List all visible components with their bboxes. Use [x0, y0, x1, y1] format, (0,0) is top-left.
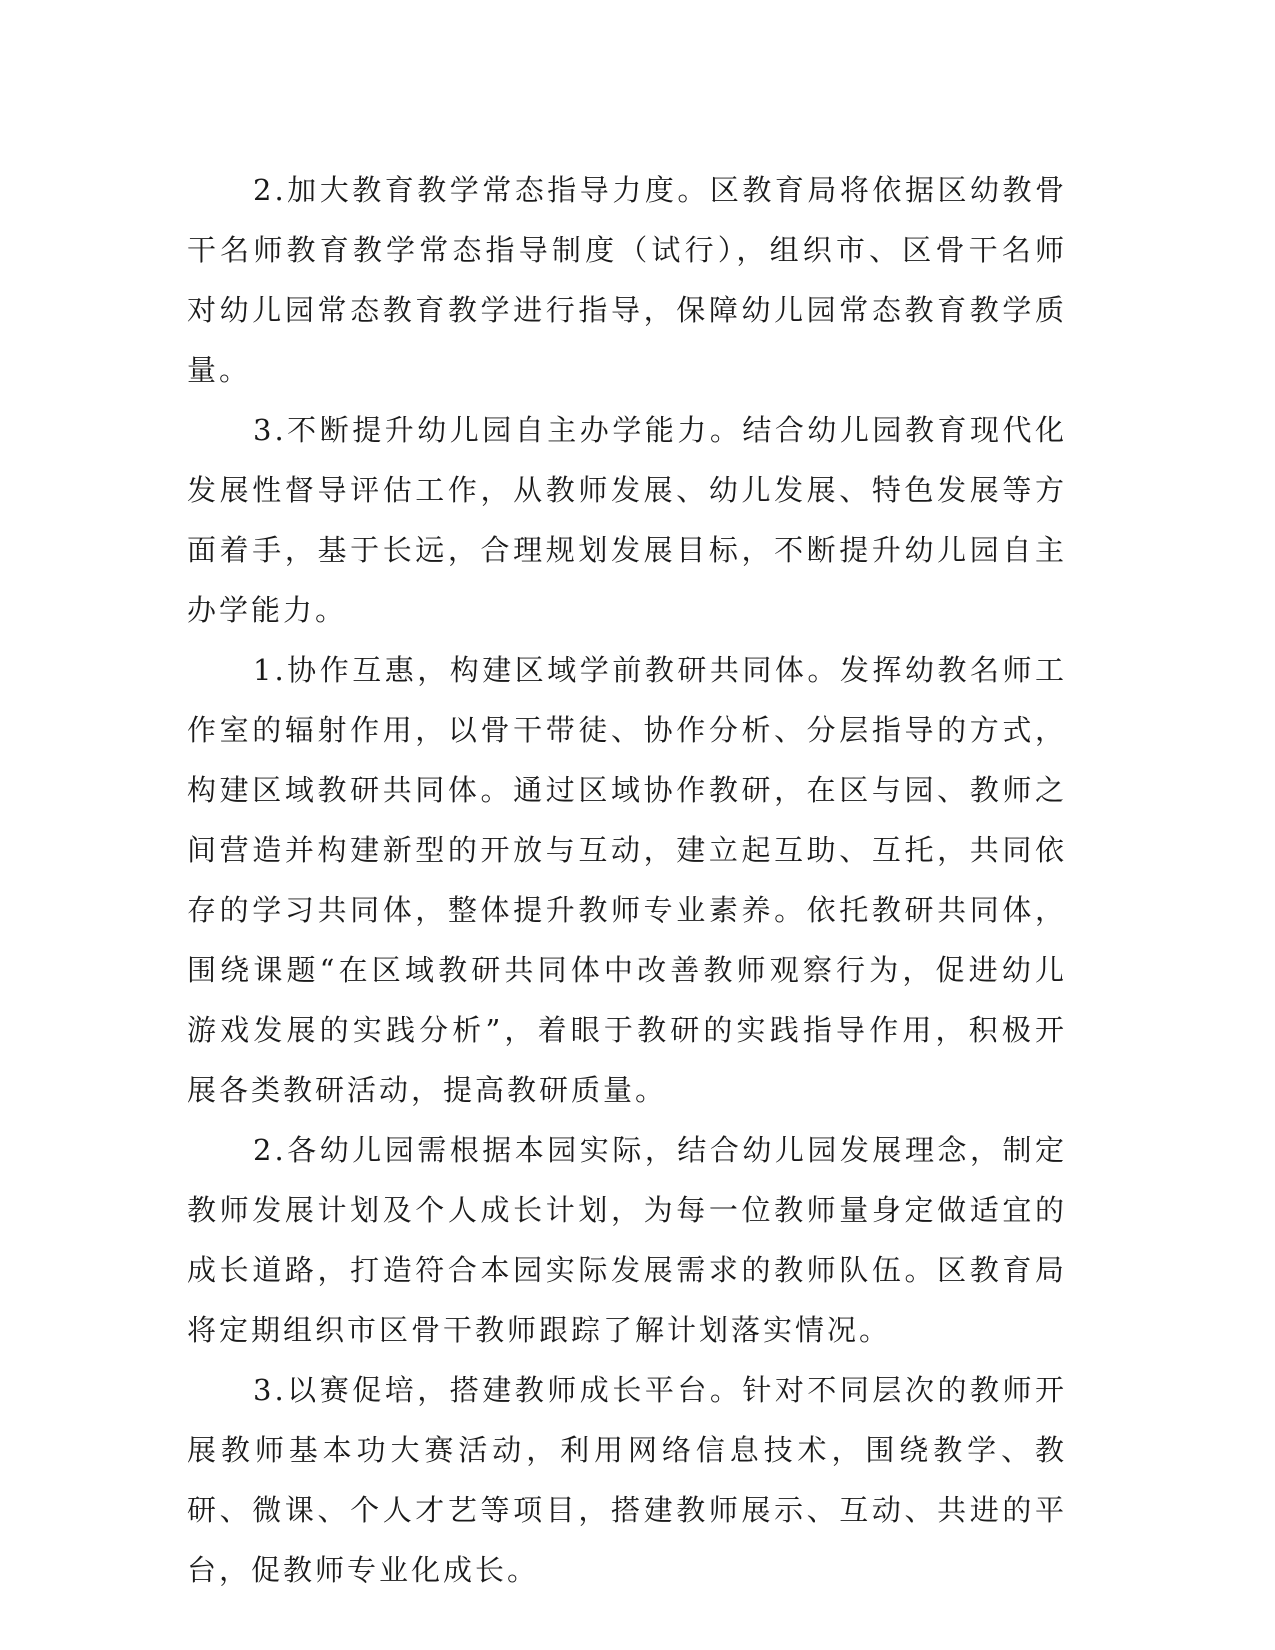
document-body	[187, 160, 1067, 1600]
paragraph-research-community: 1.协作互惠，构建区域学前教研共同体。发挥幼教名师工作室的辐射作用，以骨干带徒、协作分析、分层指导的方式，构建区域教研共同体。通过区域协作教研，在区与园、教师之间营造并构建新型的开放与互动，建立起互助、互托，共同依存的学习共同体，整体提升教师专业素养。依托教研共同体，围绕课题“在区域教研共同体中改善教师观察行为，促进幼儿游戏发展的实践分析”，着眼于教研的实践指导作用，积极开展各类教研活动，提高教研质量。	[187, 653, 1067, 1107]
paragraph-teacher-development-plan: 2.各幼儿园需根据本园实际，结合幼儿园发展理念，制定教师发展计划及个人成长计划，为每一位教师量身定做适宜的成长道路，打造符合本园实际发展需求的教师队伍。区教育局将定期组织市区骨干教师跟踪了解计划落实情况。	[187, 1133, 1067, 1347]
paragraph-teaching-guidance: 2.加大教育教学常态指导力度。区教育局将依据区幼教骨干名师教育教学常态指导制度（试行），组织市、区骨干名师对幼儿园常态教育教学进行指导，保障幼儿园常态教育教学质量。	[187, 173, 1067, 387]
paragraph-competition-platform: 3.以赛促培，搭建教师成长平台。针对不同层次的教师开展教师基本功大赛活动，利用网络信息技术，围绕教学、教研、微课、个人才艺等项目，搭建教师展示、互动、共进的平台，促教师专业化成长。	[187, 1373, 1067, 1587]
paragraph-school-autonomy: 3.不断提升幼儿园自主办学能力。结合幼儿园教育现代化发展性督导评估工作，从教师发展、幼儿发展、特色发展等方面着手，基于长远，合理规划发展目标，不断提升幼儿园自主办学能力。	[187, 413, 1067, 627]
